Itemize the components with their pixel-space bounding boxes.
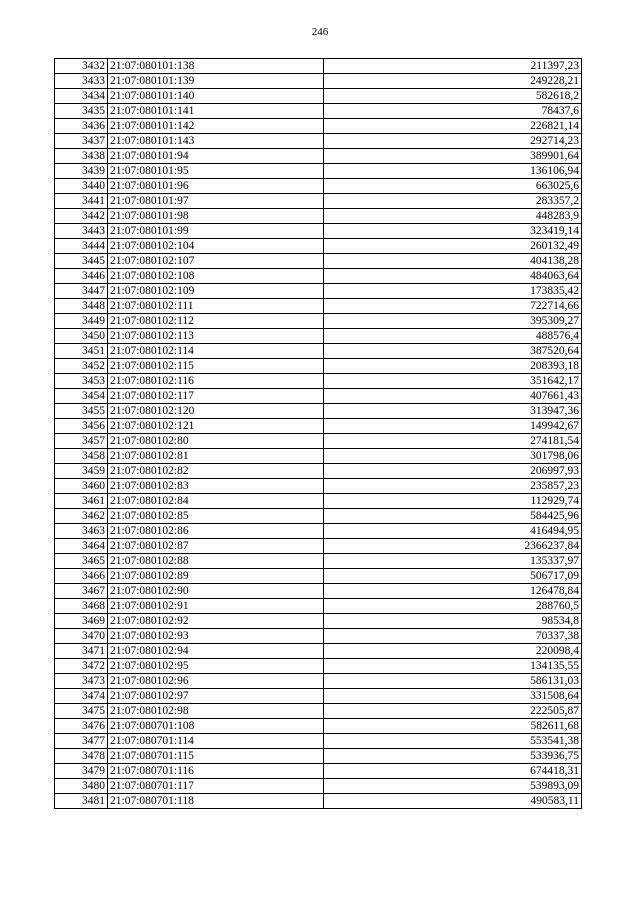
cadastral-number-cell: 21:07:080102:116 (108, 374, 324, 389)
row-number-cell: 3471 (55, 644, 108, 659)
value-cell: 586131,03 (324, 674, 582, 689)
row-number-cell: 3440 (55, 179, 108, 194)
table-row (55, 524, 582, 539)
row-number-cell: 3451 (55, 344, 108, 359)
cadastral-number-cell: 21:07:080102:83 (108, 479, 324, 494)
table-row (55, 554, 582, 569)
cadastral-number-cell: 21:07:080102:109 (108, 284, 324, 299)
cadastral-number-cell: 21:07:080701:114 (108, 734, 324, 749)
cadastral-number-cell: 21:07:080102:98 (108, 704, 324, 719)
cadastral-number-cell: 21:07:080701:118 (108, 794, 324, 809)
value-cell: 313947,36 (324, 404, 582, 419)
row-number-cell: 3478 (55, 749, 108, 764)
row-number-cell: 3458 (55, 449, 108, 464)
row-number-cell: 3476 (55, 719, 108, 734)
row-number-cell: 3468 (55, 599, 108, 614)
cadastral-number-cell: 21:07:080701:117 (108, 779, 324, 794)
table-row (55, 599, 582, 614)
value-cell: 448283,9 (324, 209, 582, 224)
table-row (55, 269, 582, 284)
row-number-cell: 3449 (55, 314, 108, 329)
row-number-cell: 3447 (55, 284, 108, 299)
row-number-cell: 3481 (55, 794, 108, 809)
table-row (55, 614, 582, 629)
table-row (55, 719, 582, 734)
row-number-cell: 3456 (55, 419, 108, 434)
cadastral-number-cell: 21:07:080102:97 (108, 689, 324, 704)
cadastral-number-cell: 21:07:080102:93 (108, 629, 324, 644)
table-row (55, 479, 582, 494)
cadastral-number-cell: 21:07:080102:94 (108, 644, 324, 659)
table-row (55, 734, 582, 749)
value-cell: 351642,17 (324, 374, 582, 389)
table-row (55, 59, 582, 74)
row-number-cell: 3457 (55, 434, 108, 449)
value-cell: 674418,31 (324, 764, 582, 779)
table-row (55, 794, 582, 809)
value-cell: 331508,64 (324, 689, 582, 704)
value-cell: 582618,2 (324, 89, 582, 104)
row-number-cell: 3460 (55, 479, 108, 494)
value-cell: 506717,09 (324, 569, 582, 584)
cadastral-number-cell: 21:07:080101:138 (108, 59, 324, 74)
row-number-cell: 3443 (55, 224, 108, 239)
cadastral-number-cell: 21:07:080102:107 (108, 254, 324, 269)
value-cell: 539893,09 (324, 779, 582, 794)
table-row (55, 164, 582, 179)
value-cell: 404138,28 (324, 254, 582, 269)
cadastral-number-cell: 21:07:080102:92 (108, 614, 324, 629)
table-row (55, 254, 582, 269)
row-number-cell: 3461 (55, 494, 108, 509)
table-row (55, 239, 582, 254)
cadastral-number-cell: 21:07:080102:121 (108, 419, 324, 434)
cadastral-number-cell: 21:07:080102:113 (108, 329, 324, 344)
table-row (55, 104, 582, 119)
table-row (55, 389, 582, 404)
table-row (55, 764, 582, 779)
cadastral-number-cell: 21:07:080101:96 (108, 179, 324, 194)
row-number-cell: 3470 (55, 629, 108, 644)
value-cell: 260132,49 (324, 239, 582, 254)
cadastral-number-cell: 21:07:080102:104 (108, 239, 324, 254)
value-cell: 416494,95 (324, 524, 582, 539)
row-number-cell: 3472 (55, 659, 108, 674)
value-cell: 2366237,84 (324, 539, 582, 554)
cadastral-number-cell: 21:07:080102:80 (108, 434, 324, 449)
value-cell: 134135,55 (324, 659, 582, 674)
page-number: 246 (311, 26, 329, 38)
value-cell: 226821,14 (324, 119, 582, 134)
row-number-cell: 3463 (55, 524, 108, 539)
row-number-cell: 3473 (55, 674, 108, 689)
table-row (55, 194, 582, 209)
row-number-cell: 3464 (55, 539, 108, 554)
cadastral-number-cell: 21:07:080101:140 (108, 89, 324, 104)
cadastral-number-cell: 21:07:080101:141 (108, 104, 324, 119)
cadastral-number-cell: 21:07:080101:98 (108, 209, 324, 224)
value-cell: 206997,93 (324, 464, 582, 479)
value-cell: 274181,54 (324, 434, 582, 449)
cadastral-number-cell: 21:07:080102:91 (108, 599, 324, 614)
table-row (55, 359, 582, 374)
table-row (55, 449, 582, 464)
table-row (55, 779, 582, 794)
value-cell: 292714,23 (324, 134, 582, 149)
row-number-cell: 3436 (55, 119, 108, 134)
value-cell: 208393,18 (324, 359, 582, 374)
row-number-cell: 3438 (55, 149, 108, 164)
value-cell: 126478,84 (324, 584, 582, 599)
value-cell: 149942,67 (324, 419, 582, 434)
value-cell: 533936,75 (324, 749, 582, 764)
value-cell: 283357,2 (324, 194, 582, 209)
table-row (55, 539, 582, 554)
cadastral-number-cell: 21:07:080102:108 (108, 269, 324, 284)
cadastral-number-cell: 21:07:080102:112 (108, 314, 324, 329)
value-cell: 407661,43 (324, 389, 582, 404)
row-number-cell: 3450 (55, 329, 108, 344)
cadastral-number-cell: 21:07:080102:85 (108, 509, 324, 524)
table-row (55, 119, 582, 134)
row-number-cell: 3435 (55, 104, 108, 119)
cadastral-number-cell: 21:07:080102:89 (108, 569, 324, 584)
cadastral-number-cell: 21:07:080101:99 (108, 224, 324, 239)
value-cell: 173835,42 (324, 284, 582, 299)
table-row (55, 314, 582, 329)
table-row (55, 749, 582, 764)
cadastral-number-cell: 21:07:080102:84 (108, 494, 324, 509)
value-cell: 249228,21 (324, 74, 582, 89)
value-cell: 70337,38 (324, 629, 582, 644)
table-body (55, 59, 582, 809)
cadastral-number-cell: 21:07:080101:139 (108, 74, 324, 89)
row-number-cell: 3467 (55, 584, 108, 599)
table-row (55, 629, 582, 644)
value-cell: 395309,27 (324, 314, 582, 329)
row-number-cell: 3465 (55, 554, 108, 569)
value-cell: 389901,64 (324, 149, 582, 164)
value-cell: 484063,64 (324, 269, 582, 284)
row-number-cell: 3454 (55, 389, 108, 404)
row-number-cell: 3466 (55, 569, 108, 584)
data-table (54, 58, 582, 809)
cadastral-number-cell: 21:07:080102:117 (108, 389, 324, 404)
value-cell: 211397,23 (324, 59, 582, 74)
table-row (55, 344, 582, 359)
value-cell: 582611,68 (324, 719, 582, 734)
value-cell: 98534,8 (324, 614, 582, 629)
cadastral-number-cell: 21:07:080102:120 (108, 404, 324, 419)
table-row (55, 179, 582, 194)
row-number-cell: 3437 (55, 134, 108, 149)
row-number-cell: 3448 (55, 299, 108, 314)
row-number-cell: 3445 (55, 254, 108, 269)
row-number-cell: 3474 (55, 689, 108, 704)
value-cell: 387520,64 (324, 344, 582, 359)
cadastral-number-cell: 21:07:080102:114 (108, 344, 324, 359)
table-row (55, 419, 582, 434)
value-cell: 584425,96 (324, 509, 582, 524)
cadastral-number-cell: 21:07:080101:143 (108, 134, 324, 149)
table-row (55, 374, 582, 389)
table-row (55, 569, 582, 584)
value-cell: 222505,87 (324, 704, 582, 719)
row-number-cell: 3469 (55, 614, 108, 629)
table-row (55, 284, 582, 299)
cadastral-number-cell: 21:07:080101:94 (108, 149, 324, 164)
cadastral-number-cell: 21:07:080701:115 (108, 749, 324, 764)
row-number-cell: 3446 (55, 269, 108, 284)
value-cell: 722714,66 (324, 299, 582, 314)
cadastral-number-cell: 21:07:080102:82 (108, 464, 324, 479)
value-cell: 663025,6 (324, 179, 582, 194)
row-number-cell: 3459 (55, 464, 108, 479)
row-number-cell: 3444 (55, 239, 108, 254)
row-number-cell: 3462 (55, 509, 108, 524)
table-row (55, 644, 582, 659)
cadastral-number-cell: 21:07:080102:95 (108, 659, 324, 674)
row-number-cell: 3455 (55, 404, 108, 419)
value-cell: 78437,6 (324, 104, 582, 119)
cadastral-number-cell: 21:07:080102:86 (108, 524, 324, 539)
cadastral-number-cell: 21:07:080102:115 (108, 359, 324, 374)
table-row (55, 329, 582, 344)
row-number-cell: 3434 (55, 89, 108, 104)
table-row (55, 464, 582, 479)
cadastral-number-cell: 21:07:080101:97 (108, 194, 324, 209)
cadastral-number-cell: 21:07:080102:96 (108, 674, 324, 689)
value-cell: 488576,4 (324, 329, 582, 344)
value-cell: 301798,06 (324, 449, 582, 464)
value-cell: 490583,11 (324, 794, 582, 809)
table-row (55, 149, 582, 164)
table-row (55, 299, 582, 314)
cadastral-number-cell: 21:07:080101:142 (108, 119, 324, 134)
table-row (55, 404, 582, 419)
table-row (55, 224, 582, 239)
row-number-cell: 3477 (55, 734, 108, 749)
value-cell: 235857,23 (324, 479, 582, 494)
value-cell: 220098,4 (324, 644, 582, 659)
value-cell: 136106,94 (324, 164, 582, 179)
value-cell: 288760,5 (324, 599, 582, 614)
table-row (55, 134, 582, 149)
value-cell: 553541,38 (324, 734, 582, 749)
table-row (55, 689, 582, 704)
row-number-cell: 3442 (55, 209, 108, 224)
cadastral-number-cell: 21:07:080102:81 (108, 449, 324, 464)
table-row (55, 209, 582, 224)
cadastral-number-cell: 21:07:080701:116 (108, 764, 324, 779)
table-row (55, 674, 582, 689)
value-cell: 323419,14 (324, 224, 582, 239)
row-number-cell: 3453 (55, 374, 108, 389)
table-row (55, 584, 582, 599)
cadastral-number-cell: 21:07:080102:88 (108, 554, 324, 569)
cadastral-number-cell: 21:07:080102:90 (108, 584, 324, 599)
row-number-cell: 3441 (55, 194, 108, 209)
cadastral-number-cell: 21:07:080101:95 (108, 164, 324, 179)
cadastral-number-cell: 21:07:080701:108 (108, 719, 324, 734)
cadastral-number-cell: 21:07:080102:87 (108, 539, 324, 554)
row-number-cell: 3475 (55, 704, 108, 719)
cadastral-number-cell: 21:07:080102:111 (108, 299, 324, 314)
value-cell: 112929,74 (324, 494, 582, 509)
row-number-cell: 3432 (55, 59, 108, 74)
table-row (55, 434, 582, 449)
row-number-cell: 3480 (55, 779, 108, 794)
table-row (55, 659, 582, 674)
row-number-cell: 3433 (55, 74, 108, 89)
row-number-cell: 3452 (55, 359, 108, 374)
table-row (55, 509, 582, 524)
table-row (55, 89, 582, 104)
row-number-cell: 3479 (55, 764, 108, 779)
table-row (55, 74, 582, 89)
table-row (55, 494, 582, 509)
row-number-cell: 3439 (55, 164, 108, 179)
table-row (55, 704, 582, 719)
value-cell: 135337,97 (324, 554, 582, 569)
